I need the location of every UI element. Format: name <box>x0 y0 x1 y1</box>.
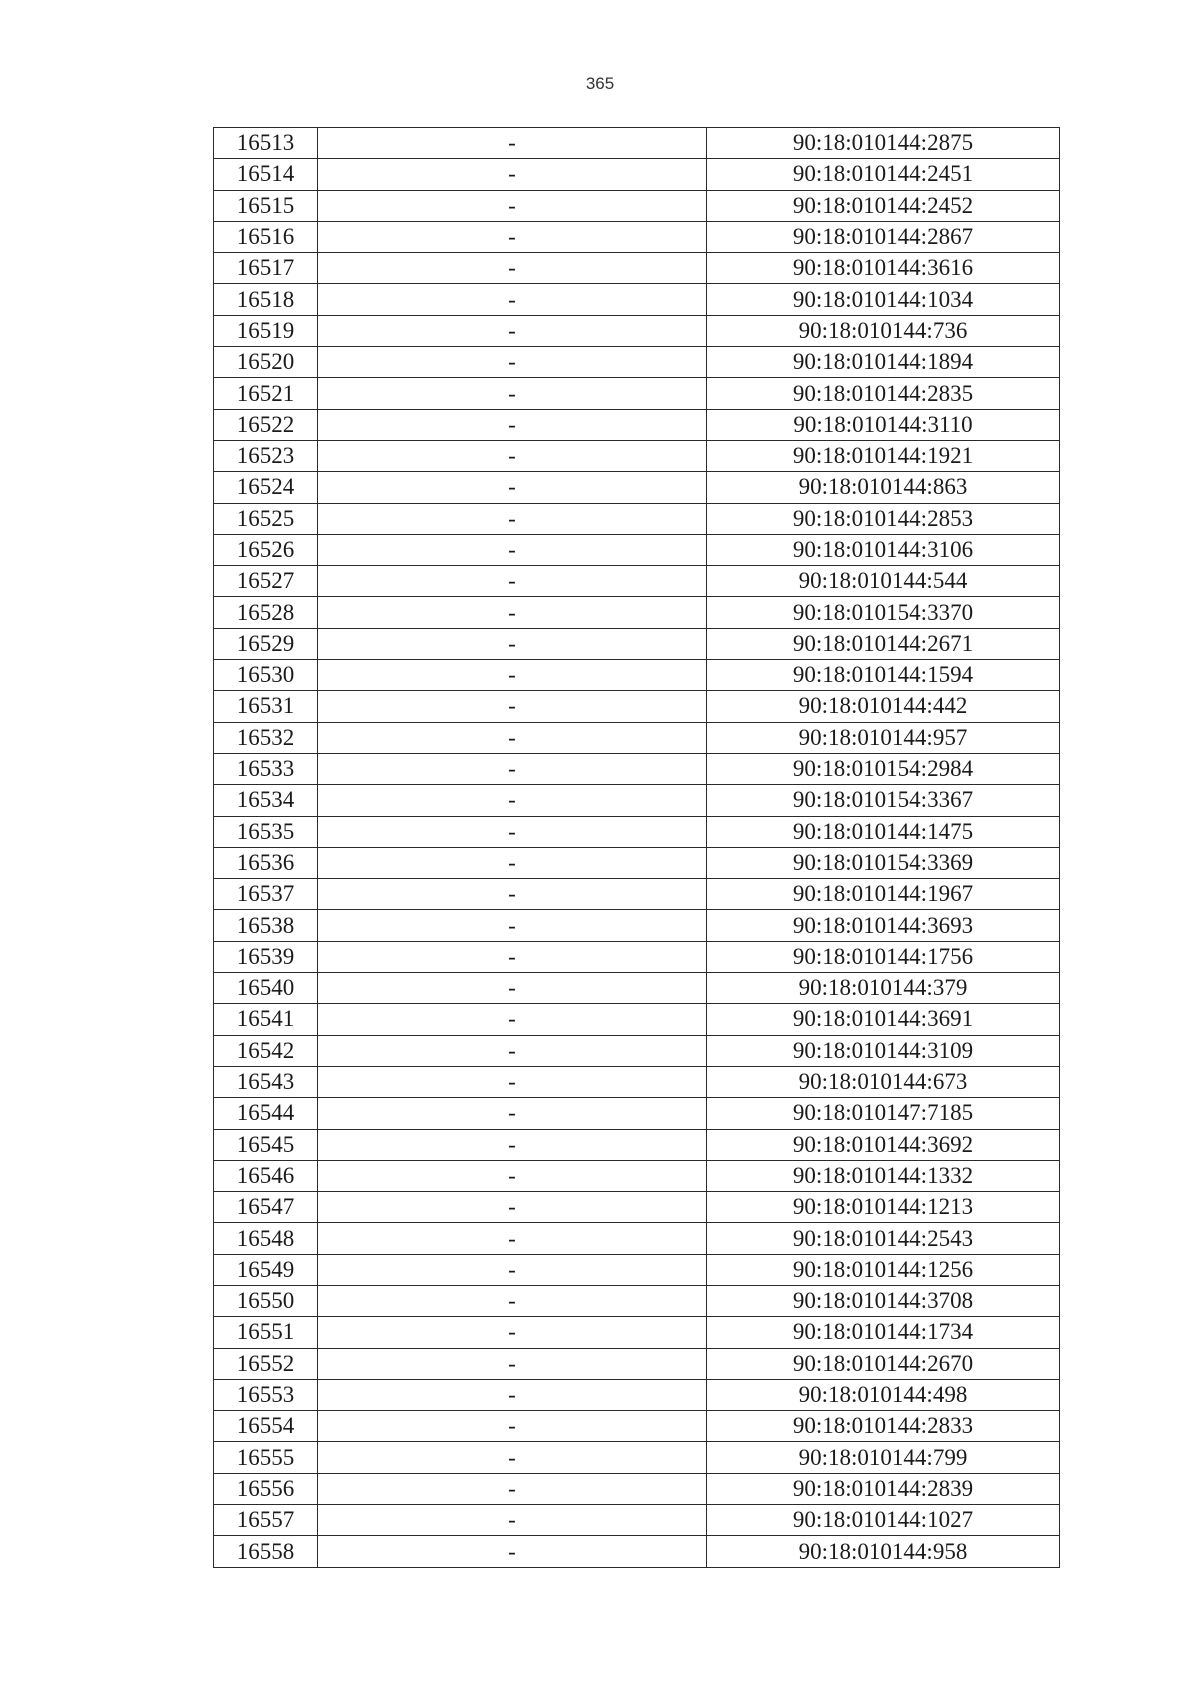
table-row <box>214 1223 1060 1254</box>
dash-cell: - <box>318 816 707 847</box>
dash-cell: - <box>318 1035 707 1066</box>
table-row <box>214 159 1060 190</box>
cadastral-number-cell: 90:18:010144:544 <box>707 566 1060 597</box>
row-number-cell: 16533 <box>214 753 318 784</box>
cadastral-number-cell: 90:18:010144:2452 <box>707 190 1060 221</box>
cadastral-number-cell: 90:18:010144:1256 <box>707 1254 1060 1285</box>
row-number-cell: 16538 <box>214 910 318 941</box>
row-number-cell: 16529 <box>214 628 318 659</box>
table-row <box>214 941 1060 972</box>
row-number-cell: 16530 <box>214 660 318 691</box>
cadastral-number-cell: 90:18:010154:3370 <box>707 597 1060 628</box>
row-number-cell: 16557 <box>214 1505 318 1536</box>
cadastral-number-cell: 90:18:010144:1027 <box>707 1505 1060 1536</box>
dash-cell: - <box>318 378 707 409</box>
dash-cell: - <box>318 1317 707 1348</box>
row-number-cell: 16554 <box>214 1411 318 1442</box>
cadastral-number-cell: 90:18:010144:379 <box>707 973 1060 1004</box>
cadastral-number-cell: 90:18:010144:957 <box>707 722 1060 753</box>
cadastral-number-cell: 90:18:010144:799 <box>707 1442 1060 1473</box>
dash-cell: - <box>318 409 707 440</box>
table-row <box>214 378 1060 409</box>
row-number-cell: 16521 <box>214 378 318 409</box>
cadastral-number-cell: 90:18:010144:958 <box>707 1536 1060 1567</box>
row-number-cell: 16545 <box>214 1129 318 1160</box>
dash-cell: - <box>318 284 707 315</box>
table-row <box>214 221 1060 252</box>
table-row <box>214 1035 1060 1066</box>
dash-cell: - <box>318 785 707 816</box>
row-number-cell: 16519 <box>214 315 318 346</box>
dash-cell: - <box>318 1160 707 1191</box>
row-number-cell: 16558 <box>214 1536 318 1567</box>
row-number-cell: 16546 <box>214 1160 318 1191</box>
cadastral-number-cell: 90:18:010144:2671 <box>707 628 1060 659</box>
cadastral-number-cell: 90:18:010144:2875 <box>707 128 1060 159</box>
table-row <box>214 597 1060 628</box>
dash-cell: - <box>318 1129 707 1160</box>
table-row <box>214 503 1060 534</box>
row-number-cell: 16534 <box>214 785 318 816</box>
table-row <box>214 660 1060 691</box>
dash-cell: - <box>318 440 707 471</box>
cadastral-number-cell: 90:18:010144:3106 <box>707 534 1060 565</box>
row-number-cell: 16520 <box>214 347 318 378</box>
dash-cell: - <box>318 1348 707 1379</box>
row-number-cell: 16540 <box>214 973 318 1004</box>
row-number-cell: 16515 <box>214 190 318 221</box>
table-row <box>214 1505 1060 1536</box>
table-row <box>214 128 1060 159</box>
table-row <box>214 315 1060 346</box>
table-row <box>214 1004 1060 1035</box>
row-number-cell: 16536 <box>214 847 318 878</box>
cadastral-number-cell: 90:18:010144:1894 <box>707 347 1060 378</box>
cadastral-number-cell: 90:18:010144:498 <box>707 1379 1060 1410</box>
dash-cell: - <box>318 691 707 722</box>
dash-cell: - <box>318 1536 707 1567</box>
table-row <box>214 847 1060 878</box>
row-number-cell: 16532 <box>214 722 318 753</box>
dash-cell: - <box>318 566 707 597</box>
cadastral-number-cell: 90:18:010154:2984 <box>707 753 1060 784</box>
dash-cell: - <box>318 159 707 190</box>
registry-table <box>213 127 1060 1568</box>
table-row <box>214 1536 1060 1567</box>
dash-cell: - <box>318 910 707 941</box>
table-row <box>214 1411 1060 1442</box>
row-number-cell: 16544 <box>214 1098 318 1129</box>
dash-cell: - <box>318 1285 707 1316</box>
table-row <box>214 1066 1060 1097</box>
cadastral-number-cell: 90:18:010144:3691 <box>707 1004 1060 1035</box>
dash-cell: - <box>318 847 707 878</box>
cadastral-number-cell: 90:18:010144:1213 <box>707 1192 1060 1223</box>
table-row <box>214 1098 1060 1129</box>
dash-cell: - <box>318 1223 707 1254</box>
table-row <box>214 910 1060 941</box>
row-number-cell: 16548 <box>214 1223 318 1254</box>
dash-cell: - <box>318 722 707 753</box>
row-number-cell: 16526 <box>214 534 318 565</box>
row-number-cell: 16528 <box>214 597 318 628</box>
row-number-cell: 16531 <box>214 691 318 722</box>
row-number-cell: 16517 <box>214 253 318 284</box>
row-number-cell: 16513 <box>214 128 318 159</box>
dash-cell: - <box>318 660 707 691</box>
cadastral-number-cell: 90:18:010144:1734 <box>707 1317 1060 1348</box>
cadastral-number-cell: 90:18:010147:7185 <box>707 1098 1060 1129</box>
table-row <box>214 722 1060 753</box>
table-row <box>214 409 1060 440</box>
table-row <box>214 347 1060 378</box>
cadastral-number-cell: 90:18:010144:1967 <box>707 879 1060 910</box>
table-row <box>214 1348 1060 1379</box>
table-row <box>214 1442 1060 1473</box>
row-number-cell: 16556 <box>214 1473 318 1504</box>
cadastral-number-cell: 90:18:010144:2835 <box>707 378 1060 409</box>
table-row <box>214 1254 1060 1285</box>
row-number-cell: 16549 <box>214 1254 318 1285</box>
cadastral-number-cell: 90:18:010144:2670 <box>707 1348 1060 1379</box>
dash-cell: - <box>318 973 707 1004</box>
registry-table-body <box>214 128 1060 1568</box>
cadastral-number-cell: 90:18:010144:3708 <box>707 1285 1060 1316</box>
dash-cell: - <box>318 128 707 159</box>
table-row <box>214 440 1060 471</box>
dash-cell: - <box>318 753 707 784</box>
cadastral-number-cell: 90:18:010144:673 <box>707 1066 1060 1097</box>
dash-cell: - <box>318 1379 707 1410</box>
row-number-cell: 16553 <box>214 1379 318 1410</box>
cadastral-number-cell: 90:18:010144:3109 <box>707 1035 1060 1066</box>
cadastral-number-cell: 90:18:010144:1475 <box>707 816 1060 847</box>
table-row <box>214 628 1060 659</box>
cadastral-number-cell: 90:18:010144:3616 <box>707 253 1060 284</box>
dash-cell: - <box>318 534 707 565</box>
dash-cell: - <box>318 472 707 503</box>
dash-cell: - <box>318 1004 707 1035</box>
row-number-cell: 16522 <box>214 409 318 440</box>
dash-cell: - <box>318 941 707 972</box>
table-row <box>214 973 1060 1004</box>
dash-cell: - <box>318 190 707 221</box>
row-number-cell: 16537 <box>214 879 318 910</box>
cadastral-number-cell: 90:18:010144:2867 <box>707 221 1060 252</box>
dash-cell: - <box>318 1411 707 1442</box>
dash-cell: - <box>318 1254 707 1285</box>
cadastral-number-cell: 90:18:010154:3367 <box>707 785 1060 816</box>
cadastral-number-cell: 90:18:010144:1921 <box>707 440 1060 471</box>
table-row <box>214 1285 1060 1316</box>
table-row <box>214 753 1060 784</box>
cadastral-number-cell: 90:18:010144:3692 <box>707 1129 1060 1160</box>
row-number-cell: 16543 <box>214 1066 318 1097</box>
cadastral-number-cell: 90:18:010144:3110 <box>707 409 1060 440</box>
dash-cell: - <box>318 503 707 534</box>
cadastral-number-cell: 90:18:010144:863 <box>707 472 1060 503</box>
table-row <box>214 253 1060 284</box>
cadastral-number-cell: 90:18:010154:3369 <box>707 847 1060 878</box>
row-number-cell: 16516 <box>214 221 318 252</box>
dash-cell: - <box>318 253 707 284</box>
table-row <box>214 1317 1060 1348</box>
row-number-cell: 16535 <box>214 816 318 847</box>
table-row <box>214 1160 1060 1191</box>
dash-cell: - <box>318 628 707 659</box>
table-row <box>214 190 1060 221</box>
row-number-cell: 16547 <box>214 1192 318 1223</box>
table-row <box>214 1129 1060 1160</box>
table-row <box>214 566 1060 597</box>
dash-cell: - <box>318 1098 707 1129</box>
table-row <box>214 284 1060 315</box>
table-row <box>214 816 1060 847</box>
cadastral-number-cell: 90:18:010144:2451 <box>707 159 1060 190</box>
dash-cell: - <box>318 221 707 252</box>
row-number-cell: 16514 <box>214 159 318 190</box>
table-row <box>214 1473 1060 1504</box>
table-row <box>214 1192 1060 1223</box>
cadastral-number-cell: 90:18:010144:1332 <box>707 1160 1060 1191</box>
dash-cell: - <box>318 1192 707 1223</box>
page-number: 365 <box>585 74 615 93</box>
cadastral-number-cell: 90:18:010144:442 <box>707 691 1060 722</box>
dash-cell: - <box>318 1473 707 1504</box>
dash-cell: - <box>318 1442 707 1473</box>
cadastral-number-cell: 90:18:010144:1034 <box>707 284 1060 315</box>
row-number-cell: 16541 <box>214 1004 318 1035</box>
table-row <box>214 472 1060 503</box>
cadastral-number-cell: 90:18:010144:1756 <box>707 941 1060 972</box>
cadastral-number-cell: 90:18:010144:2853 <box>707 503 1060 534</box>
cadastral-number-cell: 90:18:010144:1594 <box>707 660 1060 691</box>
dash-cell: - <box>318 1505 707 1536</box>
table-row <box>214 879 1060 910</box>
dash-cell: - <box>318 315 707 346</box>
row-number-cell: 16551 <box>214 1317 318 1348</box>
dash-cell: - <box>318 1066 707 1097</box>
row-number-cell: 16542 <box>214 1035 318 1066</box>
row-number-cell: 16527 <box>214 566 318 597</box>
row-number-cell: 16550 <box>214 1285 318 1316</box>
table-row <box>214 691 1060 722</box>
table-row <box>214 1379 1060 1410</box>
row-number-cell: 16552 <box>214 1348 318 1379</box>
row-number-cell: 16524 <box>214 472 318 503</box>
row-number-cell: 16539 <box>214 941 318 972</box>
dash-cell: - <box>318 347 707 378</box>
cadastral-number-cell: 90:18:010144:3693 <box>707 910 1060 941</box>
dash-cell: - <box>318 879 707 910</box>
row-number-cell: 16518 <box>214 284 318 315</box>
table-row <box>214 534 1060 565</box>
row-number-cell: 16555 <box>214 1442 318 1473</box>
cadastral-number-cell: 90:18:010144:2839 <box>707 1473 1060 1504</box>
cadastral-number-cell: 90:18:010144:736 <box>707 315 1060 346</box>
table-row <box>214 785 1060 816</box>
cadastral-number-cell: 90:18:010144:2833 <box>707 1411 1060 1442</box>
row-number-cell: 16523 <box>214 440 318 471</box>
cadastral-number-cell: 90:18:010144:2543 <box>707 1223 1060 1254</box>
row-number-cell: 16525 <box>214 503 318 534</box>
dash-cell: - <box>318 597 707 628</box>
